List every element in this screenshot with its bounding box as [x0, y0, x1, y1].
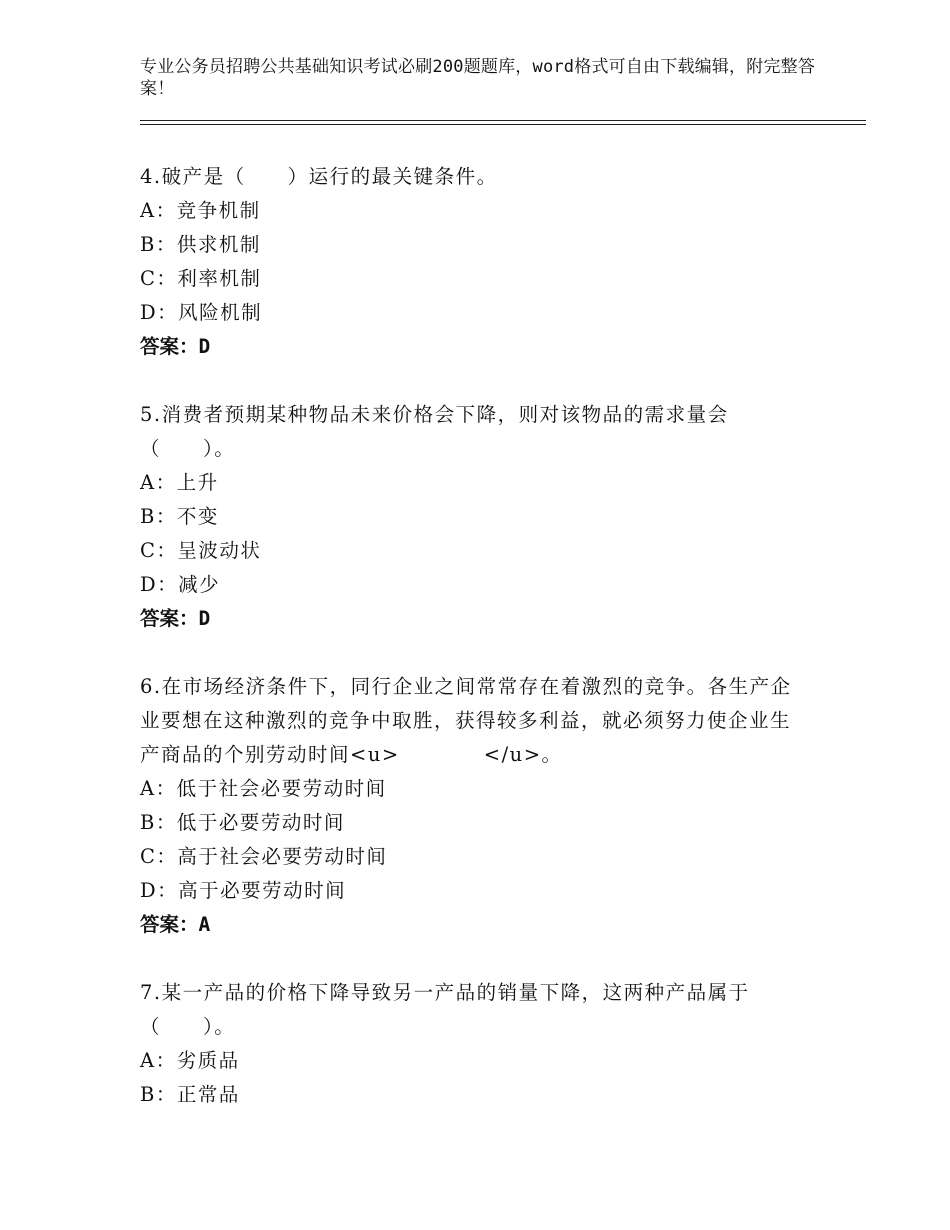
option-a: A：低于社会必要劳动时间 [140, 777, 387, 800]
question-stem: 6.在市场经济条件下，同行企业之间常常存在着激烈的竞争。各生产企业要想在这种激烈的竞争中取胜，获得较多利益，就必须努力使企业生产商品的个别劳动时间<u> </u>。 [140, 675, 792, 766]
option-b: B：低于必要劳动时间 [140, 811, 345, 834]
option-d: D：高于必要劳动时间 [140, 879, 347, 902]
option-b: B：不变 [140, 505, 219, 528]
option-d: D：减少 [140, 573, 221, 596]
option-a: A：上升 [140, 471, 219, 494]
option-b: B：供求机制 [140, 233, 261, 256]
question-5 [140, 398, 800, 636]
option-d: D：风险机制 [140, 301, 263, 324]
question-6 [140, 670, 800, 942]
question-stem: 4.破产是（ ）运行的最关键条件。 [140, 165, 498, 188]
option-c: C：呈波动状 [140, 539, 262, 562]
question-stem: 5.消费者预期某种物品未来价格会下降，则对该物品的需求量会（ ）。 [140, 403, 729, 460]
header-divider-double [140, 124, 866, 125]
question-4 [140, 160, 800, 364]
answer: 答案：D [140, 335, 211, 358]
option-a: A：竞争机制 [140, 199, 261, 222]
question-list [140, 160, 800, 1146]
answer: 答案：D [140, 607, 211, 630]
question-stem: 7.某一产品的价格下降导致另一产品的销量下降，这两种产品属于（ ）。 [140, 981, 750, 1038]
header-divider [140, 120, 866, 121]
question-7 [140, 976, 800, 1112]
option-b: B：正常品 [140, 1083, 240, 1106]
option-c: C：利率机制 [140, 267, 262, 290]
option-c: C：高于社会必要劳动时间 [140, 845, 388, 868]
option-a: A：劣质品 [140, 1049, 240, 1072]
page-header: 专业公务员招聘公共基础知识考试必刷200题题库，word格式可自由下载编辑，附完整答案！ [140, 57, 816, 99]
answer: 答案：A [140, 913, 211, 936]
